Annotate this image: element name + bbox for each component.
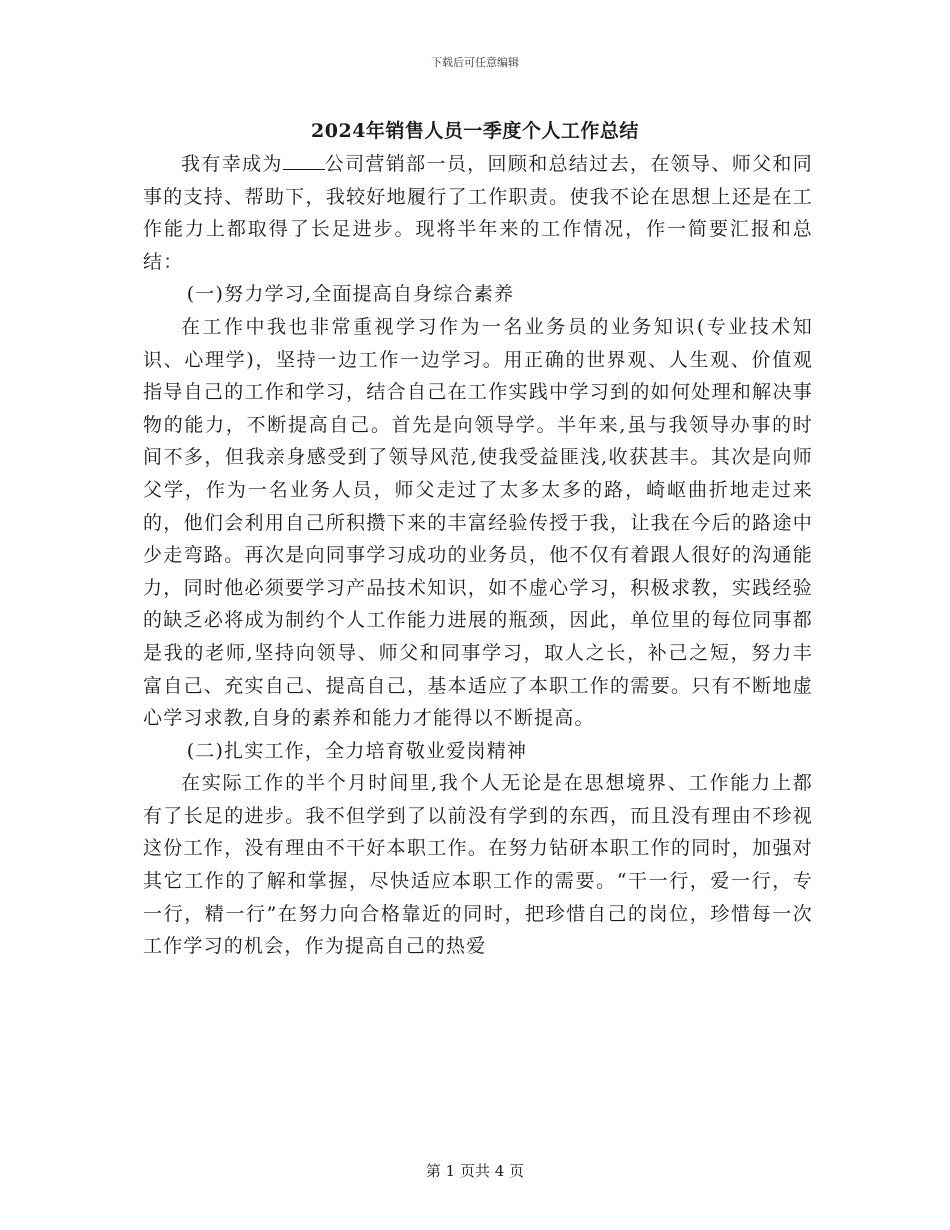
section2-heading: (二)扎实工作，全力培育敬业爱岗精神 [186, 739, 528, 762]
page-footer: 第 1 页共 4 页 [425, 1162, 525, 1180]
document-body [143, 148, 813, 963]
company-name-blank [283, 152, 325, 170]
intro-text-end: 公司营销部一员，回顾和总结过去，在领导、师父和同事的支持、帮助下，我较好地履行了工作职责。使我不论在思想上还是在工作能力上都取得了长足进步。现将半年来的工作情况，作一简要汇报和总结： [143, 153, 813, 273]
intro-text-start: 我有幸成为 [181, 153, 283, 175]
intro-paragraph [143, 148, 813, 278]
header-note: 下载后可任意编辑 [431, 56, 519, 69]
section1-heading: (一)努力学习,全面提高自身综合素养 [186, 283, 515, 306]
section1-paragraph: 在工作中我也非常重视学习作为一名业务员的业务知识(专业技术知识、心理学)，坚持一边工作一边学习。用正确的世界观、人生观、价值观指导自己的工作和学习，结合自己在工作实践中学习到的如何处理和解决事物的能力，不断提高自己。首先是向领导学。半年来,虽与我领导办事的时间不多，但我亲身感受到了领导风范,使我受益匪浅,收获甚丰。其次是向师父学，作为一名业务人员，师父走过了太多太多的路，崎岖曲折地走过来的，他们会利用自己所积攒下来的丰富经验传授于我，让我在今后的路途中少走弯路。再次是向同事学习成功的业务员，他不仅有着跟人很好的沟通能力，同时他必须要学习产品技术知识，如不虚心学习，积极求教，实践经验的缺乏必将成为制约个人工作能力进展的瓶颈，因此，单位里的每位同事都是我的老师,坚持向领导、师父和同事学习，取人之长，补己之短，努力丰富自己、充实自己、提高自己，基本适应了本职工作的需要。只有不断地虚心学习求教,自身的素养和能力才能得以不断提高。 [143, 315, 813, 730]
document-title: 2024年销售人员一季度个人工作总结 [311, 120, 639, 142]
section2-paragraph: 在实际工作的半个月时间里,我个人无论是在思想境界、工作能力上都有了长足的进步。我不但学到了以前没有学到的东西，而且没有理由不珍视这份工作，没有理由不干好本职工作。在努力钻研本职工作的同时，加强对其它工作的了解和掌握，尽快适应本职工作的需要。“干一行，爱一行，专一行，精一行”在努力向合格靠近的同时，把珍惜自己的岗位，珍惜每一次工作学习的机会，作为提高自己的热爱 [143, 772, 813, 958]
